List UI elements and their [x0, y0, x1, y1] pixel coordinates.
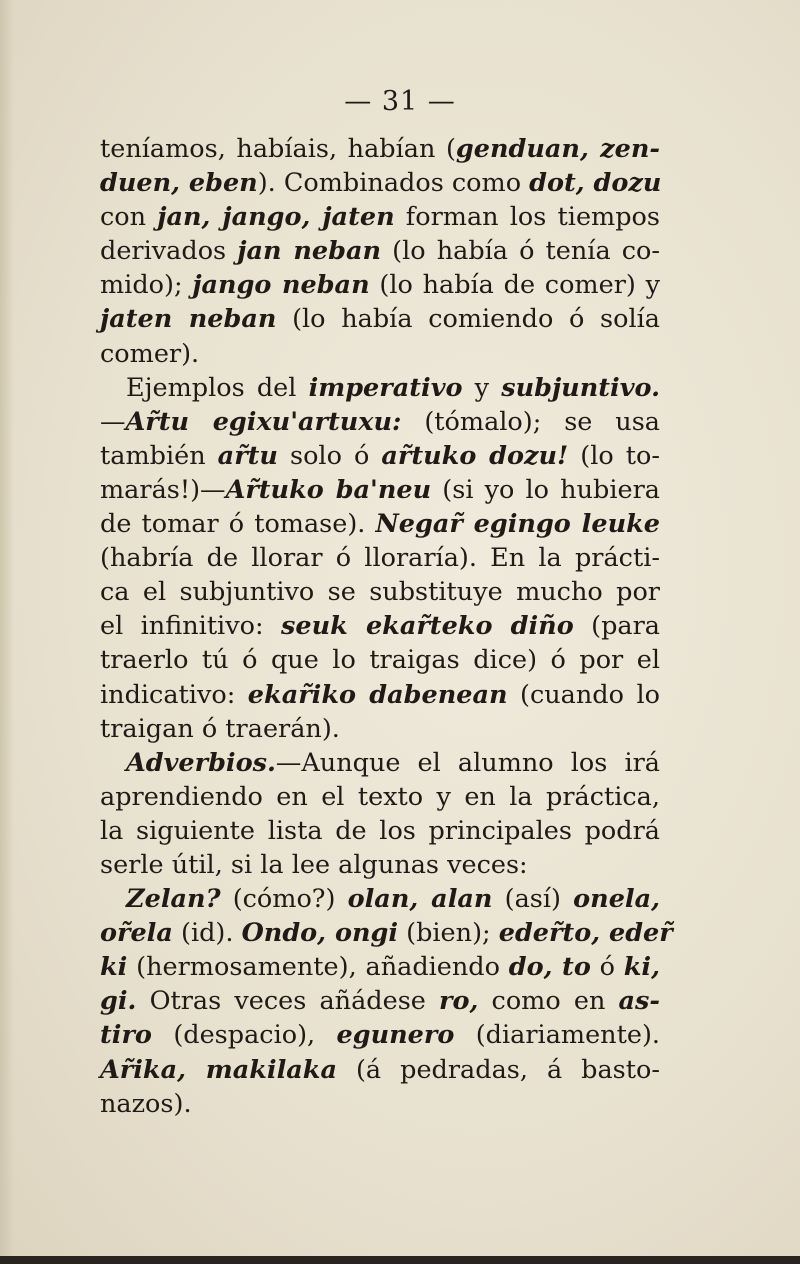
- italic-term: or̃ela: [100, 918, 173, 949]
- text-segment: como en: [478, 986, 619, 1017]
- text-segment: aprendiendo en el texto y en la práctica,: [100, 781, 660, 812]
- text-segment: también: [100, 440, 218, 471]
- italic-term: do, to: [508, 952, 591, 983]
- text-line: [100, 541, 660, 575]
- text-line: [100, 1018, 660, 1052]
- text-line: [100, 166, 660, 200]
- text-line: [100, 132, 660, 166]
- text-line: [100, 678, 660, 712]
- text-segment: Otras veces añádese: [136, 986, 440, 1017]
- text-segment: (lo to-: [568, 440, 660, 471]
- text-line: [100, 200, 660, 234]
- page-edge-shadow: [0, 0, 14, 1264]
- text-segment: con: [100, 202, 158, 233]
- italic-term: onela,: [573, 884, 660, 915]
- italic-term: tiro: [100, 1020, 152, 1051]
- text-segment: (á pedradas, á basto-: [337, 1054, 660, 1085]
- text-segment: (diariamente).: [454, 1020, 661, 1051]
- text-line: [100, 950, 660, 984]
- italic-term: genduan, zen-: [455, 134, 661, 164]
- italic-term: as-: [618, 986, 660, 1017]
- text-line: [100, 984, 660, 1018]
- text-line: [100, 609, 660, 643]
- italic-term: ki,: [623, 952, 660, 983]
- italic-term: egunero: [336, 1020, 455, 1051]
- text-segment: forman los tiempos: [394, 202, 660, 233]
- italic-term: ar̃tu: [217, 440, 278, 471]
- text-segment: (habría de llorar ó lloraría). En la prácti-: [100, 543, 660, 574]
- text-segment: ca el subjuntivo se substituye mucho por: [100, 577, 660, 608]
- text-line: [100, 814, 660, 848]
- text-line: [100, 234, 660, 268]
- italic-term: jan neban: [237, 236, 382, 267]
- text-segment: (lo había de comer) y: [369, 270, 660, 301]
- italic-term: Zelan?: [126, 884, 221, 915]
- italic-term: duen, eben: [100, 168, 258, 199]
- text-segment: (bien);: [398, 918, 499, 949]
- text-segment: Ejemplos del: [126, 372, 309, 403]
- text-line: [100, 882, 660, 916]
- text-line: [100, 712, 660, 746]
- text-segment: (id).: [172, 918, 242, 949]
- text-segment: (despacio),: [151, 1020, 337, 1051]
- text-line: [100, 302, 660, 336]
- text-line: [100, 916, 673, 950]
- italic-term: seuk ekar̃teko diño: [280, 611, 574, 642]
- italic-term: ar̃tuko dozu!: [381, 440, 569, 471]
- text-segment: marás!)—: [100, 474, 226, 505]
- italic-term: eder̃to, eder̃: [498, 918, 673, 949]
- italic-term: Ar̃tu egixu'artuxu:: [125, 406, 402, 437]
- page-number: — 31 —: [344, 86, 456, 117]
- text-segment: serle útil, si la lee algunas veces:: [100, 849, 528, 880]
- text-segment: (lo había ó tenía co-: [381, 236, 660, 267]
- text-segment: (tómalo); se usa: [401, 406, 661, 437]
- text-segment: (lo había comiendo ó solía: [276, 304, 661, 335]
- text-line: [100, 371, 660, 405]
- text-line: [100, 1087, 660, 1121]
- text-segment: —: [100, 406, 126, 437]
- text-segment: de tomar ó tomase).: [100, 509, 376, 540]
- text-line: [100, 575, 660, 609]
- text-segment: teníamos, habíais, habían (: [100, 134, 456, 164]
- italic-term: gi.: [100, 986, 137, 1017]
- italic-term: imperativo: [308, 372, 463, 403]
- text-line: [100, 507, 660, 541]
- text-segment: derivados: [100, 236, 238, 267]
- body-text: [100, 132, 673, 1121]
- text-segment: (cómo?): [220, 884, 348, 915]
- text-segment: (así): [492, 884, 574, 915]
- text-line: [100, 337, 660, 371]
- italic-term: Ar̃ika, makilaka: [100, 1054, 337, 1085]
- text-segment: (si yo lo hubiera: [431, 474, 660, 505]
- italic-term: Adverbios.: [126, 747, 276, 778]
- page-bottom-edge: [0, 1256, 800, 1264]
- italic-term: ki: [100, 952, 128, 983]
- text-segment: ó: [590, 952, 624, 983]
- italic-term: subjuntivo.: [501, 372, 660, 403]
- text-segment: indicativo:: [100, 679, 248, 710]
- text-line: [100, 405, 660, 439]
- text-segment: (cuando lo: [507, 679, 660, 710]
- italic-term: jango neban: [192, 270, 370, 301]
- text-segment: (para: [573, 611, 660, 642]
- italic-term: ro,: [439, 986, 479, 1017]
- text-line: [100, 643, 660, 677]
- italic-term: Negar̃ egingo leuke: [375, 509, 660, 540]
- text-line: [100, 473, 660, 507]
- text-segment: solo ó: [277, 440, 382, 471]
- text-segment: la siguiente lista de los principales podrá: [100, 815, 660, 846]
- italic-term: jan, jango, jaten: [157, 202, 395, 233]
- text-line: [100, 780, 660, 814]
- text-segment: y: [462, 372, 502, 403]
- text-segment: —Aunque el alumno los irá: [275, 747, 660, 778]
- text-segment: traerlo tú ó que lo traigas dice) ó por el: [100, 645, 660, 676]
- italic-term: Ar̃tuko ba'neu: [225, 474, 432, 505]
- text-segment: comer).: [100, 338, 200, 369]
- text-segment: el infinitivo:: [100, 611, 281, 642]
- text-segment: (hermosamente), añadiendo: [127, 952, 509, 983]
- italic-term: olan, alan: [347, 884, 493, 915]
- text-line: [100, 746, 660, 780]
- italic-term: dot, dozu: [529, 168, 662, 199]
- text-segment: nazos).: [100, 1088, 192, 1119]
- italic-term: Ondo, ongi: [241, 918, 399, 949]
- text-line: [100, 1053, 660, 1087]
- text-segment: mido);: [100, 270, 193, 301]
- text-line: [100, 268, 660, 302]
- text-segment: traigan ó traerán).: [100, 713, 340, 744]
- italic-term: jaten neban: [100, 304, 277, 335]
- text-segment: ). Combinados como: [257, 168, 530, 199]
- italic-term: ekar̃iko dabenean: [247, 679, 508, 710]
- text-line: [100, 439, 660, 473]
- text-line: [100, 848, 660, 882]
